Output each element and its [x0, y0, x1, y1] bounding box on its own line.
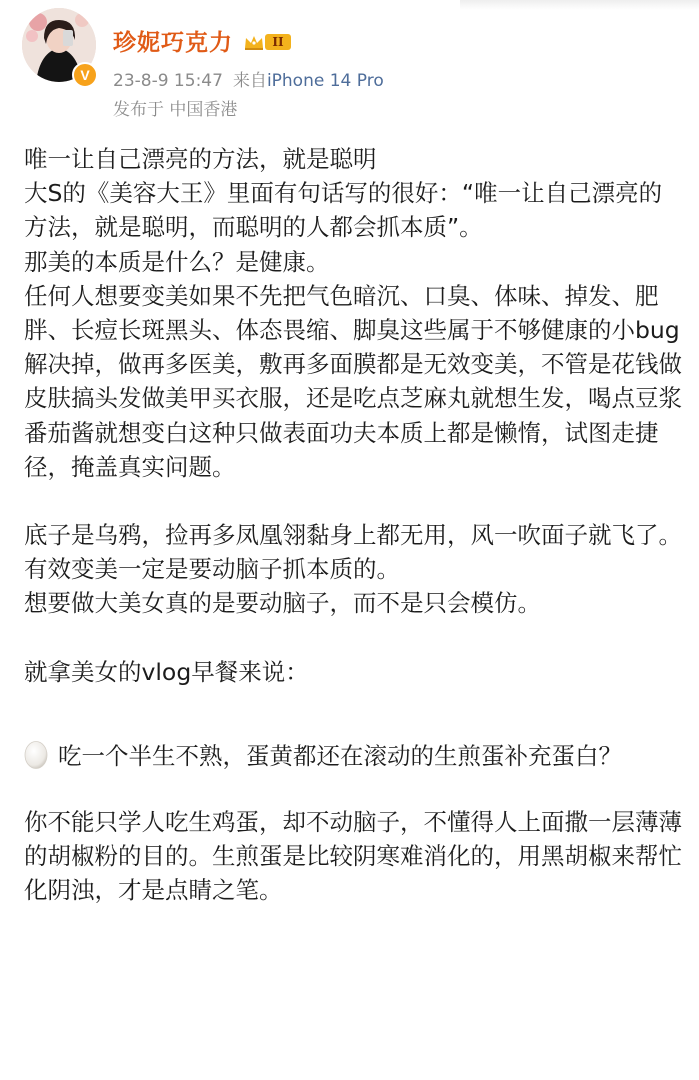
- post-line: 底子是乌鸦，捡再多凤凰翎黏身上都无用，风一吹面子就飞了。: [24, 521, 682, 550]
- post-timestamp: 23-8-9 15:47: [113, 71, 223, 91]
- post-line: 任何人想要变美如果不先把气色暗沉、口臭、体味、掉发、肥胖、长痘长斑黑头、体态畏缩、脚臭这些属于不够健康的小bug解决掉，做再多医美，敷再多面膜都是无效变美，不管是花钱做皮肤搞头发做美甲买衣服，还是吃点芝麻丸就想生发，喝点豆浆番茄酱就想变白这种只做表面功夫本质上都是懒惰，试图走捷径，掩盖真实问题。: [24, 281, 682, 481]
- device-name[interactable]: iPhone 14 Pro: [266, 71, 384, 91]
- level-label: II: [265, 34, 291, 50]
- post-line: 就拿美女的vlog早餐来说：: [24, 657, 309, 686]
- paragraph-gap: [24, 484, 684, 518]
- post-line: 那美的本质是什么？是健康。: [24, 247, 330, 276]
- post-body: [24, 142, 684, 908]
- post-line: 唯一让自己漂亮的方法，就是聪明: [24, 145, 377, 173]
- post-line: 大S的《美容大王》里面有句话写的很好：“唯一让自己漂亮的方法，就是聪明，而聪明的人都会抓本质”。: [24, 179, 663, 242]
- egg-text: 吃一个半生不熟，蛋黄都还在滚动的生煎蛋补充蛋白？: [58, 741, 622, 770]
- egg-emoji-icon: [24, 739, 48, 769]
- top-shadow: [460, 0, 699, 10]
- post-meta: [113, 66, 384, 91]
- paragraph-gap: [24, 689, 684, 739]
- post-line: 有效变美一定是要动脑子抓本质的。: [24, 555, 400, 584]
- post-line: 你不能只学人吃生鸡蛋，却不动脑子，不懂得人上面撒一层薄薄的胡椒粉的目的。生煎蛋是比较阴寒难消化的，用黑胡椒来帮忙化阴浊，才是点睛之笔。: [24, 808, 682, 905]
- level-badge[interactable]: [243, 33, 295, 51]
- paragraph-gap: [24, 773, 684, 805]
- post-location: 发布于 中国香港: [113, 100, 238, 120]
- paragraph-gap: [24, 621, 684, 655]
- username[interactable]: 珍妮巧克力: [113, 30, 233, 56]
- crown-icon: [243, 33, 265, 51]
- egg-line: [24, 739, 684, 773]
- source-prefix: 来自: [232, 71, 267, 91]
- verified-icon: V: [72, 62, 98, 88]
- post-line: 想要做大美女真的是要动脑子，而不是只会模仿。: [24, 589, 541, 618]
- post-header: [0, 0, 699, 128]
